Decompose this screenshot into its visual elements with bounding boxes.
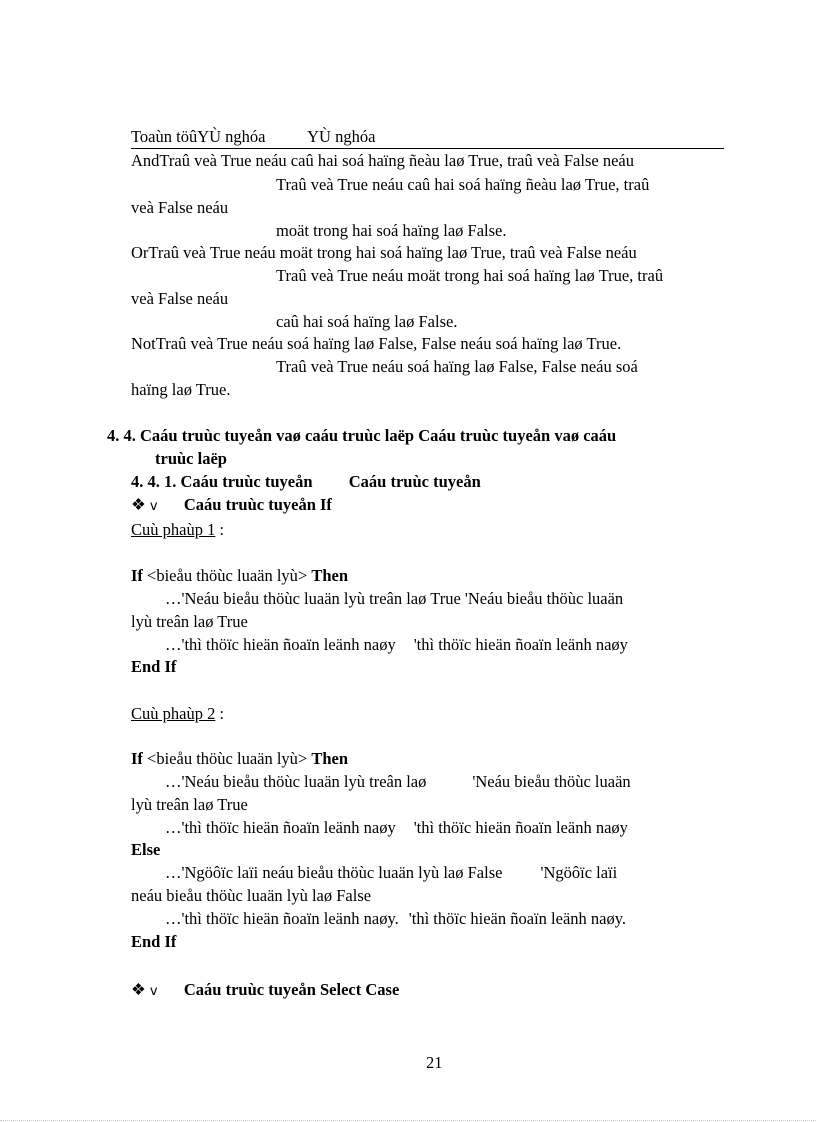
sub-heading (131, 472, 481, 492)
syntax2-else: Else (131, 840, 161, 859)
syntax2-comment4a: …'thì thöïc hieän ñoaïn leänh naøy. (165, 909, 399, 928)
syntax1-comment2b: 'thì thöïc hieän ñoaïn leänh naøy (413, 635, 628, 654)
page-number: 21 (426, 1053, 443, 1072)
header-meaning-1: YÙ nghóa (197, 127, 266, 146)
syntax2-expr: <bieåu thöùc luaän lyù> (147, 749, 308, 768)
syntax2-colon: : (219, 704, 225, 723)
section-heading: 4. 4. Caáu truùc tuyeån vaø caáu truùc laëp Caáu truùc tuyeån vaø caáu (107, 426, 617, 445)
diamond-bullet-icon: ❖ (131, 980, 146, 999)
and-operator: And (131, 151, 160, 170)
syntax2-comment4 (165, 909, 626, 929)
syntax2-if-line (131, 749, 348, 769)
syntax2-comment3c: neáu bieåu thöùc luaän lyù laø False (131, 886, 372, 905)
syntax2-comment1 (165, 772, 631, 792)
and-row-line1 (131, 151, 634, 171)
page-bottom-border (0, 1120, 816, 1121)
syntax2-comment3b: 'Ngöôïc laïi (540, 863, 618, 882)
bullet-if (131, 495, 332, 517)
not-row-line1 (131, 334, 621, 354)
or-row-line1 (131, 243, 637, 263)
table-header-rule (131, 148, 724, 149)
diamond-bullet-icon: ❖ (131, 495, 146, 514)
and-row-line3: veà False neáu (131, 198, 229, 217)
syntax1-comment1a: …'Neáu bieåu thöùc luaän lyù treân laø True (165, 589, 461, 608)
syntax2-then-kw: Then (311, 749, 349, 768)
syntax2-comment3a: …'Ngöôïc laïi neáu bieåu thöùc luaän lyù laø False (165, 863, 503, 882)
sub-heading-number: 4. 4. 1. Caáu truùc tuyeån (131, 472, 313, 491)
not-desc-1: Traû veà True neáu soá haïng laø False, False neáu soá haïng laø True. (155, 334, 622, 353)
syntax1-comment1 (165, 589, 623, 609)
bullet-select-case-label: Caáu truùc tuyeån Select Case (183, 980, 400, 999)
section-heading-cont: truùc laëp (155, 449, 227, 468)
sub-heading-dup: Caáu truùc tuyeån (348, 472, 481, 491)
syntax2-label: Cuù phaùp 2 (131, 704, 216, 723)
syntax1-comment1b: 'Neáu bieåu thöùc luaän (464, 589, 624, 608)
syntax2-comment4b: 'thì thöïc hieän ñoaïn leänh naøy. (408, 909, 627, 928)
not-row-line3: haïng laø True. (131, 380, 231, 399)
syntax1-endif: End If (131, 657, 177, 676)
bullet-mark: v (149, 499, 158, 514)
syntax2-comment2a: …'thì thöïc hieän ñoaïn leänh naøy (165, 818, 396, 837)
or-operator: Or (131, 243, 149, 262)
header-operator: Toaùn töû (131, 127, 198, 146)
or-row-line3: veà False neáu (131, 289, 229, 308)
not-operator: Not (131, 334, 156, 353)
bullet-if-label: Caáu truùc tuyeån If (183, 495, 332, 514)
and-row-line4: moät trong hai soá haïng laø False. (276, 221, 507, 240)
syntax2-label-line (131, 704, 224, 724)
and-row-line2: Traû veà True neáu caû hai soá haïng ñeàu laø True, traû (276, 175, 650, 194)
header-meaning-2: YÙ nghóa (307, 127, 376, 146)
or-desc-1: Traû veà True neáu moät trong hai soá haïng laø True, traû veà False neáu (148, 243, 637, 262)
not-row-line2: Traû veà True neáu soá haïng laø False, False neáu soá (276, 357, 638, 376)
syntax1-if-line (131, 566, 348, 586)
or-row-line2: Traû veà True neáu moät trong hai soá haïng laø True, traû (276, 266, 664, 285)
syntax1-expr: <bieåu thöùc luaän lyù> (147, 566, 308, 585)
syntax1-label: Cuù phaùp 1 (131, 520, 216, 539)
syntax1-comment2 (165, 635, 628, 655)
syntax2-comment1b: 'Neáu bieåu thöùc luaän (472, 772, 631, 791)
or-row-line4: caû hai soá haïng laø False. (276, 312, 458, 331)
syntax2-comment1a: …'Neáu bieåu thöùc luaän lyù treân laø (165, 772, 427, 791)
table-header (131, 127, 375, 147)
syntax2-endif: End If (131, 932, 177, 951)
syntax2-if-kw: If (131, 749, 143, 768)
and-desc-1: Traû veà True neáu caû hai soá haïng ñeàu laø True, traû veà False neáu (159, 151, 634, 170)
syntax2-comment3 (165, 863, 617, 883)
syntax1-comment1c: lyù treân laø True (131, 612, 248, 631)
bullet-mark: v (149, 984, 158, 999)
syntax2-comment1c: lyù treân laø True (131, 795, 248, 814)
syntax1-then-kw: Then (311, 566, 349, 585)
syntax2-comment2b: 'thì thöïc hieän ñoaïn leänh naøy (413, 818, 628, 837)
syntax2-comment2 (165, 818, 628, 838)
syntax1-if-kw: If (131, 566, 143, 585)
syntax1-colon: : (219, 520, 225, 539)
syntax1-label-line (131, 520, 224, 540)
syntax1-comment2a: …'thì thöïc hieän ñoaïn leänh naøy (165, 635, 396, 654)
bullet-select-case (131, 980, 399, 1002)
